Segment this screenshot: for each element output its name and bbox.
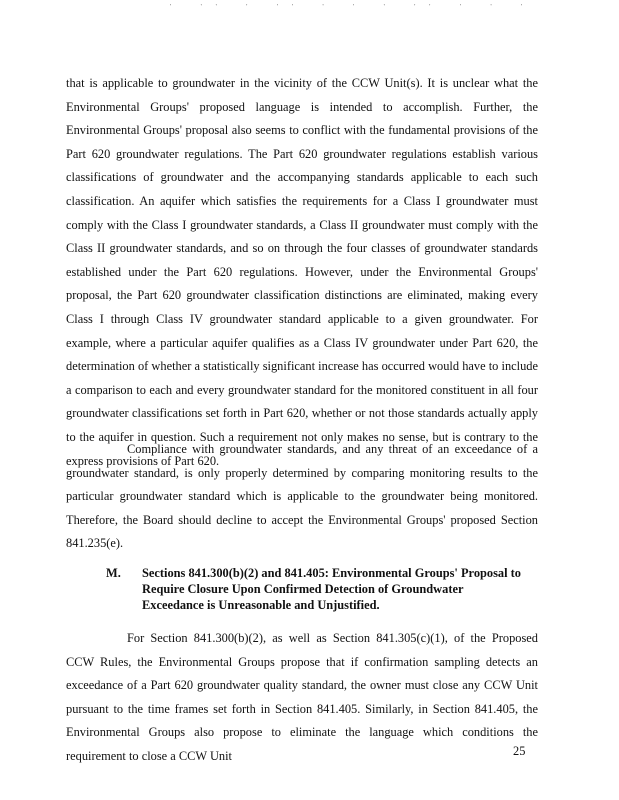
page-number: 25 (513, 744, 526, 758)
section-heading-number: M. (106, 566, 121, 580)
body-paragraph: For Section 841.300(b)(2), as well as Section 841.305(c)(1), of the Proposed CCW Rules, the Environmental Groups propose that if confirmation sampling detects an exceedance of a Part 620 groundwater quality standard, the owner must close any CCW Unit pursuant to the time frames set forth in Section 841.405. Similarly, in Section 841.405, the Environmental Groups also propose to eliminate the language which conditions the requirement to close a CCW Unit (66, 631, 538, 763)
section-heading-text: Sections 841.300(b)(2) and 841.405: Environmental Groups' Proposal to Require Closure Upon Confirmed Detection of Groundwater Exceedance is Unreasonable and Unjustified. (142, 566, 521, 612)
header-marks: ' '' ' '' ' ' ' '' ' ' ' (170, 4, 537, 10)
body-paragraph: Compliance with groundwater standards, and any threat of an exceedance of a groundwater standard, is only properly determined by comparing monitoring results to the particular groundwater standard which is applicable to the groundwater being monitored. Therefore, the Board should decline to accept the Environmental Groups' proposed Section 841.235(e). (66, 442, 538, 551)
body-paragraph-continued: that is applicable to groundwater in the vicinity of the CCW Unit(s). It is unclear what the Environmental Groups' proposed language is intended to accomplish. Further, the Environmental Groups' proposal also seems to conflict with the fundamental provisions of the Part 620 groundwater regulations. The Part 620 groundwater regulations establish various classifications of groundwater and the accompanying standards applicable to each such classification. An aquifer which satisfies the requirements for a Class I groundwater must comply with the Class I groundwater standards, a Class II groundwater must comply with the Class II groundwater standards, and so on through the four classes of groundwater standards established under the Part 620 regulations. However, under the Environmental Groups' proposal, the Part 620 groundwater classification distinctions are eliminated, making every Class I through Class IV groundwater standard applicable to a given groundwater. For example, where a particular aquifer qualifies as a Class IV groundwater under Part 620, the determination of whether a statistically significant increase has occurred would have to include a comparison to each and every groundwater standard for the monitored constituent in all four groundwater classifications set forth in Part 620, whether or not those standards actually apply to the aquifer in question. Such a requirement not only makes no sense, but is contrary to the express provisions of Part 620. (66, 76, 538, 468)
